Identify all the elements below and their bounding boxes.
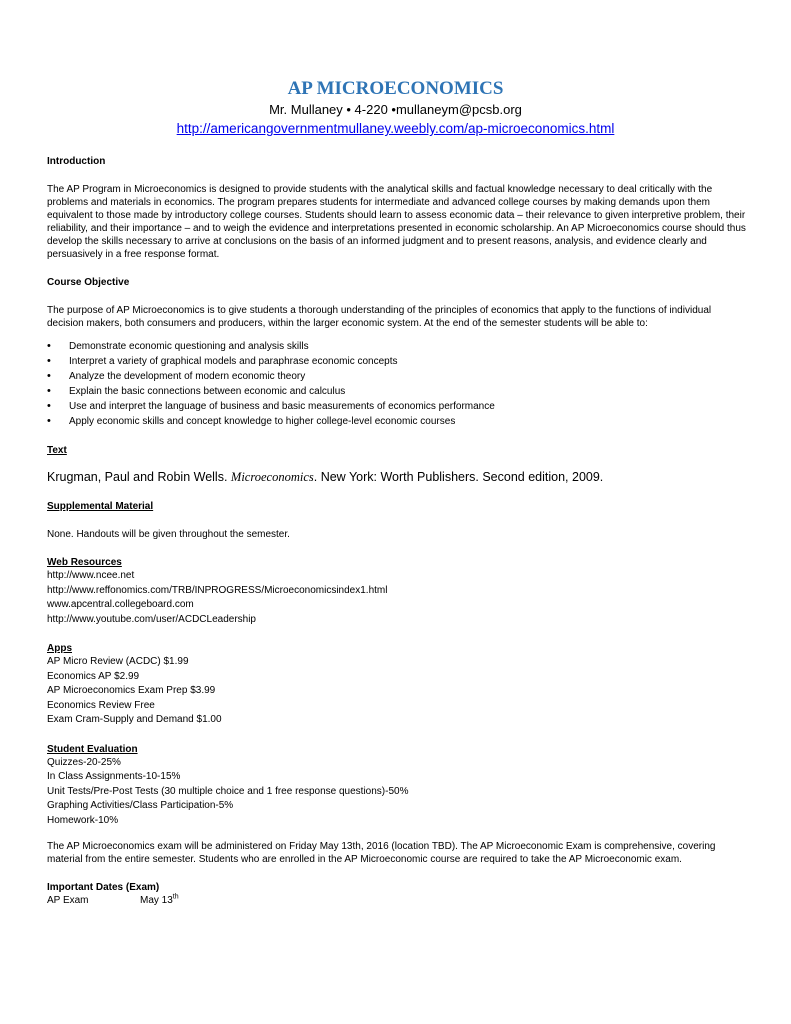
list-item: Homework-10% bbox=[47, 814, 119, 826]
evaluation-heading: Student Evaluation bbox=[47, 743, 138, 755]
list-item: Graphing Activities/Class Participation-5% bbox=[47, 800, 234, 811]
list-item: • Interpret a variety of graphical models and paraphrase economic concepts bbox=[47, 354, 747, 369]
course-website-link[interactable]: http://americangovernmentmullaney.weebly.com/ap-microeconomics.html bbox=[176, 121, 615, 136]
list-item: Economics AP $2.99 bbox=[47, 670, 140, 682]
supplemental-text: None. Handouts will be given throughout the semester. bbox=[47, 529, 290, 540]
exam-paragraph: The AP Microeconomics exam will be administered on Friday May 13th, 2016 (location TBD). The AP Microeconomic Exam is comprehensive, covering material from the entire semester. Students who are enrolled in the AP Microeconomic course are required to take the AP Microeconomic exam. bbox=[47, 841, 716, 865]
teacher-contact: Mr. Mullaney • 4-220 •mullaneym@pcsb.org bbox=[269, 102, 522, 117]
textbook-authors: Krugman, Paul and Robin Wells. bbox=[47, 470, 231, 484]
list-item: AP Micro Review (ACDC) $1.99 bbox=[47, 656, 189, 667]
course-objective-heading: Course Objective bbox=[47, 277, 130, 288]
list-item: • Explain the basic connections between economic and calculus bbox=[47, 384, 747, 399]
exam-date bbox=[140, 894, 179, 909]
web-link[interactable]: http://www.ncee.net bbox=[47, 570, 135, 581]
list-item: Quizzes-20-25% bbox=[47, 756, 121, 768]
list-item: AP Microeconomics Exam Prep $3.99 bbox=[47, 685, 216, 696]
web-resources-heading: Web Resources bbox=[47, 557, 122, 568]
introduction-paragraph: The AP Program in Microeconomics is designed to provide students with the analytical skills and factual knowledge necessary to deal critically with the problems and materials in economics. The program prepares students for intermediate and advanced college courses by making demands upon them equivalent to those made by introductory college courses. Students should learn to assess economic data – their relevance to given interpretive problem, their reliability, and their importance – and to weigh the evidence and interpretations presented in economic scholarship. An AP Microeconomics course should thus develop the skills necessary to arrive at conclusions on the basis of an informed judgment and to present reasons, analysis, and evidence clearly and persuasively in a free response format. bbox=[47, 184, 746, 260]
document-body bbox=[47, 155, 747, 909]
exam-date-day: May 13 bbox=[140, 895, 173, 906]
apps-heading: Apps bbox=[47, 643, 72, 654]
exam-label: AP Exam bbox=[47, 895, 89, 906]
page-title: AP MICROECONOMICS bbox=[287, 78, 504, 99]
exam-date-suffix: th bbox=[172, 893, 179, 901]
list-item: • Demonstrate economic questioning and analysis skills bbox=[47, 339, 747, 354]
list-item: • Use and interpret the language of business and basic measurements of economics performance bbox=[47, 399, 747, 414]
exam-date-row bbox=[47, 894, 747, 909]
web-link[interactable]: http://www.reffonomics.com/TRB/INPROGRESS/Microeconomicsindex1.html bbox=[47, 584, 388, 596]
supplemental-heading: Supplemental Material bbox=[47, 501, 154, 512]
list-item: • Analyze the development of modern economic theory bbox=[47, 369, 747, 384]
text-heading: Text bbox=[47, 445, 67, 456]
list-item: Exam Cram-Supply and Demand $1.00 bbox=[47, 714, 222, 725]
course-objective-paragraph: The purpose of AP Microeconomics is to give students a thorough understanding of the principles of economics that apply to the functions of individual decision makers, both consumers and producers, within the larger economic system. At the end of the semester students will be able to: bbox=[47, 305, 712, 329]
important-dates-heading: Important Dates (Exam) bbox=[47, 882, 160, 893]
web-link[interactable]: www.apcentral.collegeboard.com bbox=[47, 599, 194, 610]
list-item: In Class Assignments-10-15% bbox=[47, 771, 181, 782]
textbook-publisher: . New York: Worth Publishers. Second edition, 2009. bbox=[313, 470, 604, 484]
introduction-heading: Introduction bbox=[47, 156, 106, 167]
web-link[interactable]: http://www.youtube.com/user/ACDCLeadership bbox=[47, 613, 256, 625]
list-item: Unit Tests/Pre-Post Tests (30 multiple choice and 1 free response questions)-50% bbox=[47, 785, 409, 797]
textbook-citation bbox=[47, 469, 747, 485]
list-item: Economics Review Free bbox=[47, 699, 155, 711]
list-item: • Apply economic skills and concept knowledge to higher college-level economic courses bbox=[47, 414, 747, 429]
objective-list bbox=[47, 339, 747, 429]
textbook-title: Microeconomics bbox=[230, 470, 314, 484]
